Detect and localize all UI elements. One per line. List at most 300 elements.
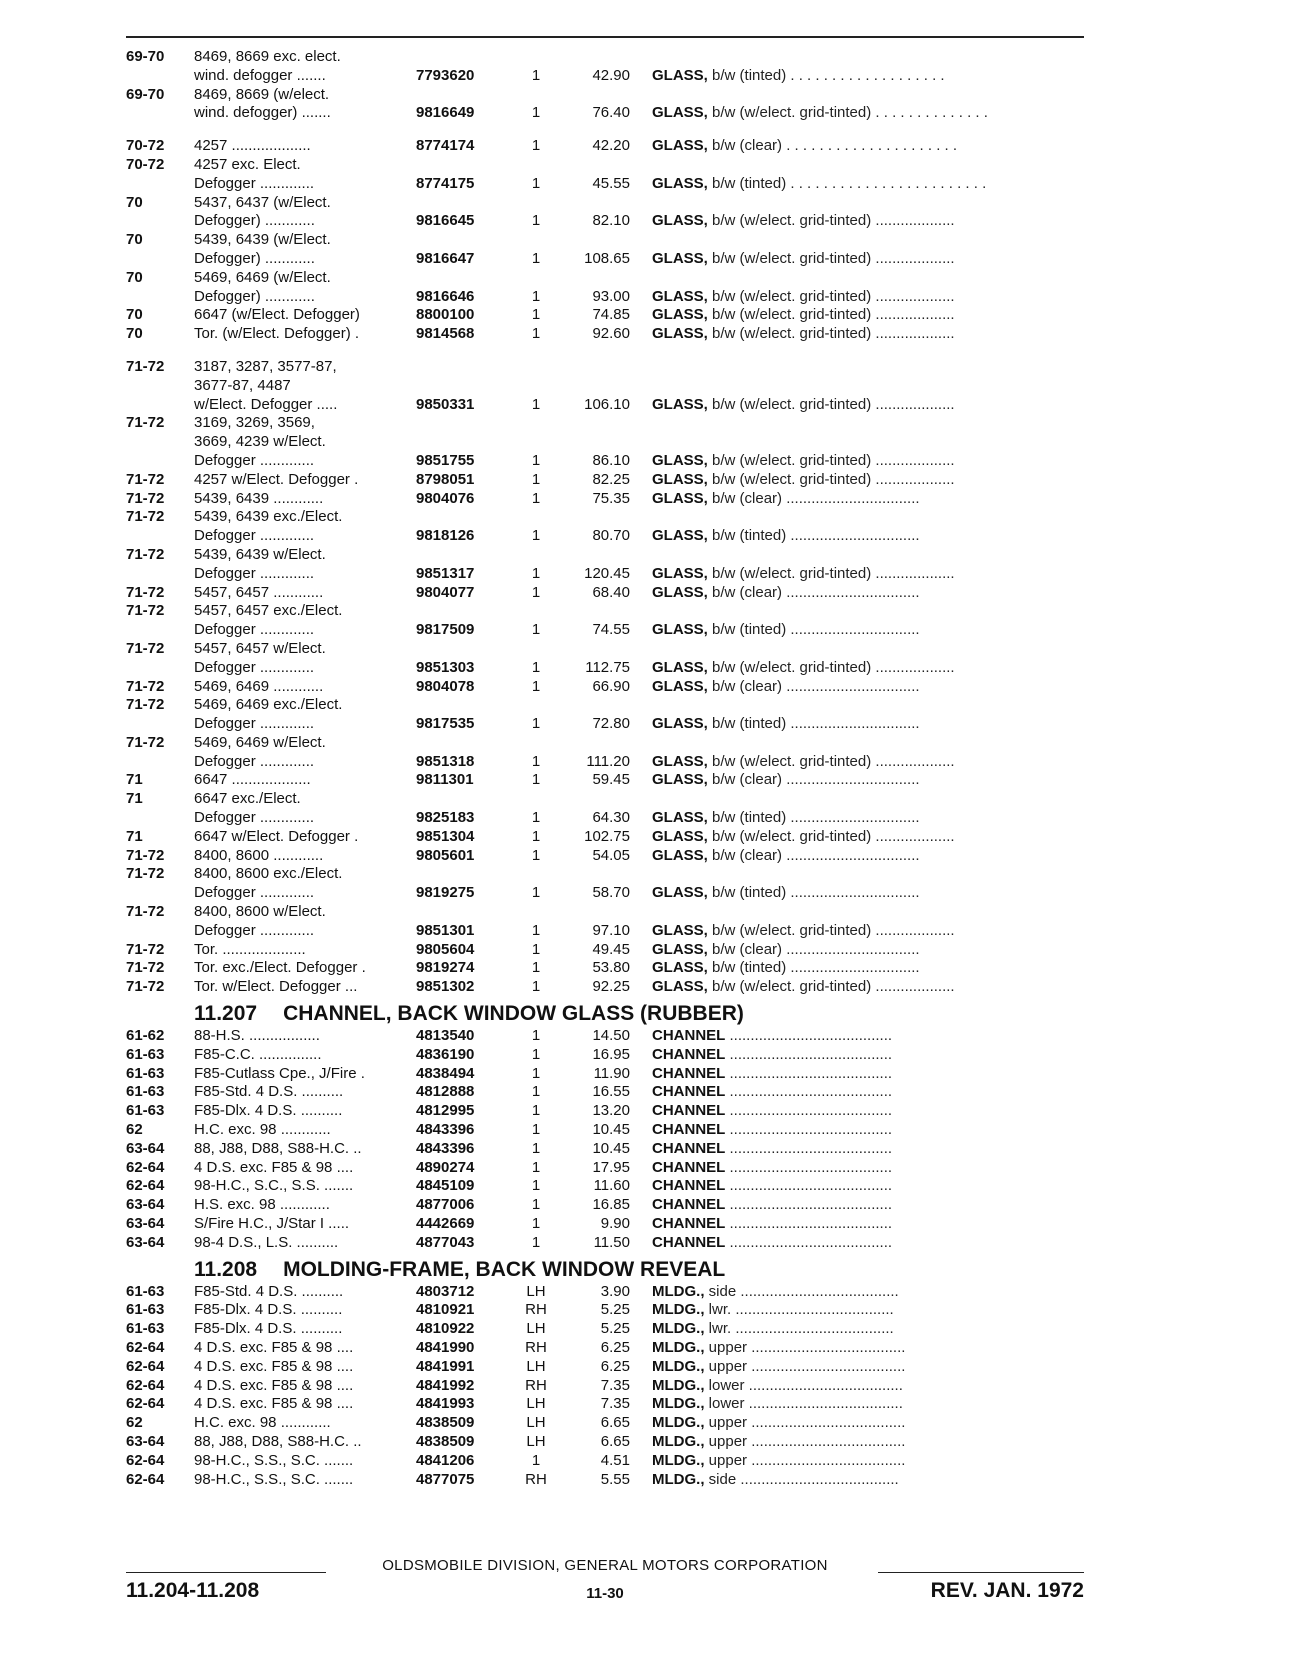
part-number: 9819275 xyxy=(416,884,475,902)
part-description xyxy=(652,771,1084,790)
model-description: 3169, 3269, 3569, xyxy=(194,414,315,432)
model-year xyxy=(126,377,194,396)
model-description: H.C. exc. 98 ............ xyxy=(194,1414,331,1432)
quantity xyxy=(514,602,558,621)
part-row xyxy=(126,753,1084,772)
part-description xyxy=(652,137,1084,156)
price: 112.75 xyxy=(585,658,630,676)
part-detail: ....................................... xyxy=(729,1121,893,1139)
part-row-continuation xyxy=(126,640,1084,659)
part-detail: ....................................... xyxy=(729,1215,893,1233)
model-description: H.C. exc. 98 ............ xyxy=(194,1121,331,1139)
quantity xyxy=(514,696,558,715)
part-number xyxy=(416,734,514,753)
price xyxy=(558,508,652,527)
model-year xyxy=(126,452,194,471)
quantity: 1 xyxy=(531,104,541,122)
part-name: GLASS, xyxy=(652,287,708,305)
part-name: MLDG., xyxy=(652,1451,705,1469)
quantity: 1 xyxy=(531,564,541,582)
model-year: 62-64 xyxy=(126,1339,165,1356)
part-description xyxy=(652,1320,1084,1339)
part-number xyxy=(416,903,514,922)
model-year: 71 xyxy=(126,790,143,808)
part-number: 9850331 xyxy=(416,395,475,413)
part-description xyxy=(652,250,1084,269)
model-description: H.S. exc. 98 ............ xyxy=(194,1196,330,1214)
part-number: 4877075 xyxy=(416,1470,475,1488)
part-row xyxy=(126,1471,1084,1490)
quantity xyxy=(514,48,558,67)
price xyxy=(558,156,652,175)
row-spacer xyxy=(126,123,1084,137)
part-number: 4838509 xyxy=(416,1414,475,1432)
quantity: 1 xyxy=(531,1064,541,1082)
model-description: Defogger ............. xyxy=(194,658,315,676)
model-description: 3677-87, 4487 xyxy=(194,376,291,394)
price xyxy=(558,377,652,396)
model-year: 62-64 xyxy=(126,1158,165,1176)
model-description: 98-H.C., S.S., S.C. ....... xyxy=(194,1470,354,1488)
footer xyxy=(126,1579,1084,1605)
part-detail: b/w (w/elect. grid-tinted) ................... xyxy=(712,978,955,996)
part-name: CHANNEL xyxy=(652,1158,726,1176)
quantity: 1 xyxy=(531,527,541,545)
model-year xyxy=(126,527,194,546)
model-description: 8400, 8600 exc./Elect. xyxy=(194,865,343,883)
part-row xyxy=(126,396,1084,415)
quantity: 1 xyxy=(531,583,541,601)
model-description: 4 D.S. exc. F85 & 98 .... xyxy=(194,1357,354,1375)
part-description xyxy=(652,847,1084,866)
price: 80.70 xyxy=(592,527,630,545)
model-year: 62-64 xyxy=(126,1395,165,1413)
part-description xyxy=(652,734,1084,753)
part-number xyxy=(416,790,514,809)
price xyxy=(558,734,652,753)
part-detail: b/w (clear) ................................ xyxy=(712,771,920,789)
price: 58.70 xyxy=(592,884,630,902)
model-year xyxy=(126,659,194,678)
price: 92.60 xyxy=(592,325,630,343)
quantity xyxy=(514,156,558,175)
part-description xyxy=(652,377,1084,396)
part-detail: ....................................... xyxy=(729,1102,893,1120)
model-description: 3669, 4239 w/Elect. xyxy=(194,433,326,451)
part-name: CHANNEL xyxy=(652,1045,726,1063)
part-name: MLDG., xyxy=(652,1395,705,1413)
model-description: wind. defogger) ....... xyxy=(194,104,331,122)
model-year: 61-63 xyxy=(126,1320,165,1338)
part-description xyxy=(652,175,1084,194)
part-row xyxy=(126,1159,1084,1178)
part-name: GLASS, xyxy=(652,677,708,695)
model-description: F85-Dlx. 4 D.S. .......... xyxy=(194,1102,343,1120)
price: 7.35 xyxy=(600,1376,630,1394)
part-description xyxy=(652,922,1084,941)
model-description: S/Fire H.C., J/Star I ..... xyxy=(194,1215,350,1233)
price: 59.45 xyxy=(592,771,630,789)
part-description xyxy=(652,1414,1084,1433)
model-description: 4 D.S. exc. F85 & 98 .... xyxy=(194,1376,354,1394)
part-detail: ....................................... xyxy=(729,1158,893,1176)
model-year: 71-72 xyxy=(126,545,165,563)
part-row xyxy=(126,250,1084,269)
quantity xyxy=(514,903,558,922)
part-row-continuation xyxy=(126,546,1084,565)
quantity xyxy=(514,358,558,377)
model-description: 8469, 8669 exc. elect. xyxy=(194,48,341,65)
section-title: CHANNEL, BACK WINDOW GLASS (RUBBER) xyxy=(283,1002,744,1026)
part-description xyxy=(652,212,1084,231)
model-description: 5469, 6469 exc./Elect. xyxy=(194,696,343,714)
price: 9.90 xyxy=(600,1215,630,1233)
price xyxy=(558,790,652,809)
part-row-continuation xyxy=(126,269,1084,288)
part-description xyxy=(652,86,1084,105)
part-number: 8798051 xyxy=(416,470,475,488)
part-name: CHANNEL xyxy=(652,1177,726,1195)
part-name: GLASS, xyxy=(652,940,708,958)
part-detail: ....................................... xyxy=(729,1233,893,1251)
part-name: GLASS, xyxy=(652,489,708,507)
part-description xyxy=(652,288,1084,307)
quantity: 1 xyxy=(531,809,541,827)
price: 120.45 xyxy=(584,564,630,582)
price: 76.40 xyxy=(592,104,630,122)
part-name: GLASS, xyxy=(652,771,708,789)
part-number: 4810922 xyxy=(416,1320,475,1338)
part-description xyxy=(652,865,1084,884)
part-number xyxy=(416,696,514,715)
quantity: 1 xyxy=(531,959,541,977)
model-description: 4257 ................... xyxy=(194,137,311,155)
quantity: 1 xyxy=(531,1027,541,1045)
part-description xyxy=(652,433,1084,452)
model-year: 71-72 xyxy=(126,696,165,714)
quantity xyxy=(514,231,558,250)
price: 16.85 xyxy=(592,1196,630,1214)
part-number xyxy=(416,414,514,433)
part-detail: b/w (tinted) ............................... xyxy=(712,809,920,827)
part-description xyxy=(652,306,1084,325)
price: 4.51 xyxy=(600,1451,630,1469)
quantity xyxy=(514,734,558,753)
model-year: 71-72 xyxy=(126,357,165,375)
quantity: 1 xyxy=(531,978,541,996)
part-row xyxy=(126,1433,1084,1452)
price xyxy=(558,414,652,433)
part-detail: upper ..................................... xyxy=(708,1414,906,1432)
model-description: Defogger ............. xyxy=(194,809,315,827)
part-number: 9851318 xyxy=(416,752,475,770)
model-year: 71 xyxy=(126,827,143,845)
part-number xyxy=(416,231,514,250)
part-number: 9851317 xyxy=(416,564,475,582)
part-description xyxy=(652,527,1084,546)
model-description: 5457, 6457 exc./Elect. xyxy=(194,602,343,620)
part-description xyxy=(652,678,1084,697)
part-number: 4810921 xyxy=(416,1301,475,1319)
part-description xyxy=(652,231,1084,250)
model-description: Defogger ............. xyxy=(194,921,315,939)
part-description xyxy=(652,508,1084,527)
price: 6.25 xyxy=(600,1339,630,1356)
part-row xyxy=(126,67,1084,86)
part-row-continuation xyxy=(126,86,1084,105)
price: 5.25 xyxy=(600,1320,630,1338)
model-year: 62 xyxy=(126,1121,143,1139)
price xyxy=(558,231,652,250)
part-detail: b/w (clear) ................................ xyxy=(712,846,920,864)
quantity xyxy=(514,269,558,288)
part-row xyxy=(126,959,1084,978)
part-description xyxy=(652,753,1084,772)
model-year: 70 xyxy=(126,325,143,343)
price: 7.35 xyxy=(600,1395,630,1413)
model-description: F85-Std. 4 D.S. .......... xyxy=(194,1282,344,1300)
model-description: F85-Dlx. 4 D.S. .......... xyxy=(194,1301,343,1319)
part-number: 4845109 xyxy=(416,1177,475,1195)
model-description: 8469, 8669 (w/elect. xyxy=(194,85,330,103)
part-number: 4838494 xyxy=(416,1064,475,1082)
part-description xyxy=(652,602,1084,621)
part-number: 4442669 xyxy=(416,1215,475,1233)
model-description: 6647 w/Elect. Defogger . xyxy=(194,827,359,845)
price xyxy=(558,865,652,884)
price: 66.90 xyxy=(592,677,630,695)
part-detail: b/w (tinted) . . . . . . . . . . . . . . . . . . . xyxy=(712,66,945,84)
price: 72.80 xyxy=(592,715,630,733)
part-detail: upper ..................................... xyxy=(708,1432,906,1450)
part-detail: b/w (w/elect. grid-tinted) ................... xyxy=(712,827,955,845)
model-description: 3187, 3287, 3577-87, xyxy=(194,357,337,375)
quantity: 1 xyxy=(531,921,541,939)
part-row-continuation xyxy=(126,865,1084,884)
quantity: 1 xyxy=(531,1102,541,1120)
quantity: 1 xyxy=(531,1233,541,1251)
quantity: 1 xyxy=(531,1177,541,1195)
part-description xyxy=(652,696,1084,715)
price: 102.75 xyxy=(584,827,630,845)
part-number: 9851302 xyxy=(416,978,475,996)
part-description xyxy=(652,1046,1084,1065)
part-row xyxy=(126,621,1084,640)
price: 82.10 xyxy=(592,212,630,230)
part-number: 9805604 xyxy=(416,940,475,958)
model-year: 71-72 xyxy=(126,677,165,695)
model-description: Tor. (w/Elect. Defogger) . xyxy=(194,325,360,343)
part-description xyxy=(652,809,1084,828)
part-number: 9851301 xyxy=(416,921,475,939)
quantity: LH xyxy=(526,1395,546,1413)
part-number: 4803712 xyxy=(416,1282,475,1300)
part-number: 9816645 xyxy=(416,212,475,230)
model-description: 4257 exc. Elect. xyxy=(194,155,301,173)
part-description xyxy=(652,194,1084,213)
part-name: GLASS, xyxy=(652,846,708,864)
price xyxy=(558,696,652,715)
price: 6.65 xyxy=(600,1414,630,1432)
part-row xyxy=(126,771,1084,790)
model-description: 5469, 6469 ............ xyxy=(194,677,324,695)
part-row xyxy=(126,809,1084,828)
part-description xyxy=(652,1358,1084,1377)
part-row xyxy=(126,922,1084,941)
part-row-continuation xyxy=(126,734,1084,753)
price: 11.60 xyxy=(593,1177,630,1195)
price: 3.90 xyxy=(600,1282,630,1300)
model-description: 98-H.C., S.S., S.C. ....... xyxy=(194,1451,354,1469)
price: 111.20 xyxy=(586,752,630,770)
part-detail: upper ..................................... xyxy=(708,1357,906,1375)
quantity: 1 xyxy=(531,249,541,267)
model-year: 61-62 xyxy=(126,1027,165,1045)
part-number: 9816647 xyxy=(416,249,475,267)
model-year xyxy=(126,288,194,307)
section-code: 11.207 xyxy=(194,1002,258,1026)
part-row xyxy=(126,471,1084,490)
part-name: CHANNEL xyxy=(652,1064,726,1082)
section-heading xyxy=(126,1253,1084,1283)
part-row-continuation xyxy=(126,48,1084,67)
model-year: 71-72 xyxy=(126,978,165,996)
spacer-cell xyxy=(126,123,1084,137)
price: 17.95 xyxy=(592,1158,630,1176)
part-number: 9805601 xyxy=(416,846,475,864)
part-description xyxy=(652,978,1084,997)
part-row xyxy=(126,1046,1084,1065)
part-name: GLASS, xyxy=(652,978,708,996)
model-year: 71-72 xyxy=(126,639,165,657)
part-detail: side ...................................... xyxy=(708,1470,899,1488)
part-detail: b/w (tinted) ............................... xyxy=(712,959,920,977)
part-description xyxy=(652,903,1084,922)
model-description: Tor. w/Elect. Defogger ... xyxy=(194,978,358,996)
parts-table xyxy=(126,48,1084,1489)
model-description: 8400, 8600 w/Elect. xyxy=(194,903,326,921)
price: 74.85 xyxy=(592,306,630,324)
part-name: GLASS, xyxy=(652,325,708,343)
part-number xyxy=(416,640,514,659)
top-rule xyxy=(126,36,1084,38)
part-number xyxy=(416,508,514,527)
part-name: CHANNEL xyxy=(652,1233,726,1251)
part-name: MLDG., xyxy=(652,1414,705,1432)
part-number: 8800100 xyxy=(416,306,475,324)
model-year: 71-72 xyxy=(126,865,165,883)
part-row xyxy=(126,288,1084,307)
part-number xyxy=(416,602,514,621)
part-number: 9814568 xyxy=(416,325,475,343)
part-description xyxy=(652,621,1084,640)
part-number: 9804076 xyxy=(416,489,475,507)
model-year: 63-64 xyxy=(126,1432,165,1450)
part-description xyxy=(652,828,1084,847)
price: 68.40 xyxy=(592,583,630,601)
part-description xyxy=(652,156,1084,175)
price xyxy=(558,194,652,213)
part-number: 9817535 xyxy=(416,715,475,733)
part-row xyxy=(126,452,1084,471)
part-description xyxy=(652,941,1084,960)
part-number: 9851303 xyxy=(416,658,475,676)
part-number: 9804078 xyxy=(416,677,475,695)
part-row xyxy=(126,1027,1084,1046)
quantity xyxy=(514,414,558,433)
quantity: 1 xyxy=(531,1139,541,1157)
model-description: Defogger ............. xyxy=(194,174,315,192)
price: 108.65 xyxy=(584,249,630,267)
model-year: 69-70 xyxy=(126,48,165,65)
part-number: 4836190 xyxy=(416,1045,475,1063)
part-number: 9851755 xyxy=(416,451,475,469)
model-year: 71-72 xyxy=(126,508,165,526)
part-number: 8774174 xyxy=(416,137,475,155)
quantity: LH xyxy=(526,1432,546,1450)
model-description: Tor. .................... xyxy=(194,940,306,958)
part-name: GLASS, xyxy=(652,752,708,770)
part-number: 9818126 xyxy=(416,527,475,545)
model-year: 71-72 xyxy=(126,846,165,864)
part-description xyxy=(652,452,1084,471)
quantity xyxy=(514,546,558,565)
part-detail: lower ..................................... xyxy=(708,1376,903,1394)
model-description: 5457, 6457 w/Elect. xyxy=(194,639,326,657)
part-description xyxy=(652,471,1084,490)
model-description: 5469, 6469 w/Elect. xyxy=(194,733,326,751)
part-number xyxy=(416,269,514,288)
model-year: 61-63 xyxy=(126,1045,165,1063)
part-detail: b/w (w/elect. grid-tinted) . . . . . . . . . . . . . . xyxy=(712,104,988,122)
part-row-continuation xyxy=(126,508,1084,527)
part-row xyxy=(126,1414,1084,1433)
part-row xyxy=(126,565,1084,584)
part-row xyxy=(126,715,1084,734)
part-description xyxy=(652,884,1084,903)
model-year: 71-72 xyxy=(126,583,165,601)
part-number: 4812995 xyxy=(416,1102,475,1120)
part-description xyxy=(652,1452,1084,1471)
price xyxy=(558,433,652,452)
quantity: 1 xyxy=(531,325,541,343)
part-name: GLASS, xyxy=(652,809,708,827)
part-name: CHANNEL xyxy=(652,1121,726,1139)
part-number: 4841990 xyxy=(416,1339,475,1356)
part-description xyxy=(652,67,1084,86)
part-detail: lwr. ...................................... xyxy=(708,1301,894,1319)
quantity: 1 xyxy=(531,306,541,324)
quantity: RH xyxy=(525,1470,547,1488)
model-description: 4 D.S. exc. F85 & 98 .... xyxy=(194,1339,354,1356)
part-row-continuation xyxy=(126,790,1084,809)
part-description xyxy=(652,1159,1084,1178)
model-year xyxy=(126,104,194,123)
footer-revision: REV. JAN. 1972 xyxy=(930,1579,1084,1602)
part-row-continuation xyxy=(126,433,1084,452)
part-number: 9816646 xyxy=(416,287,475,305)
part-row-continuation xyxy=(126,194,1084,213)
part-name: MLDG., xyxy=(652,1282,705,1300)
part-number: 4841206 xyxy=(416,1451,475,1469)
model-year xyxy=(126,212,194,231)
part-description xyxy=(652,584,1084,603)
part-number: 4843396 xyxy=(416,1139,475,1157)
part-row xyxy=(126,1377,1084,1396)
part-row xyxy=(126,847,1084,866)
quantity: 1 xyxy=(531,677,541,695)
model-description: Defogger ............. xyxy=(194,752,315,770)
